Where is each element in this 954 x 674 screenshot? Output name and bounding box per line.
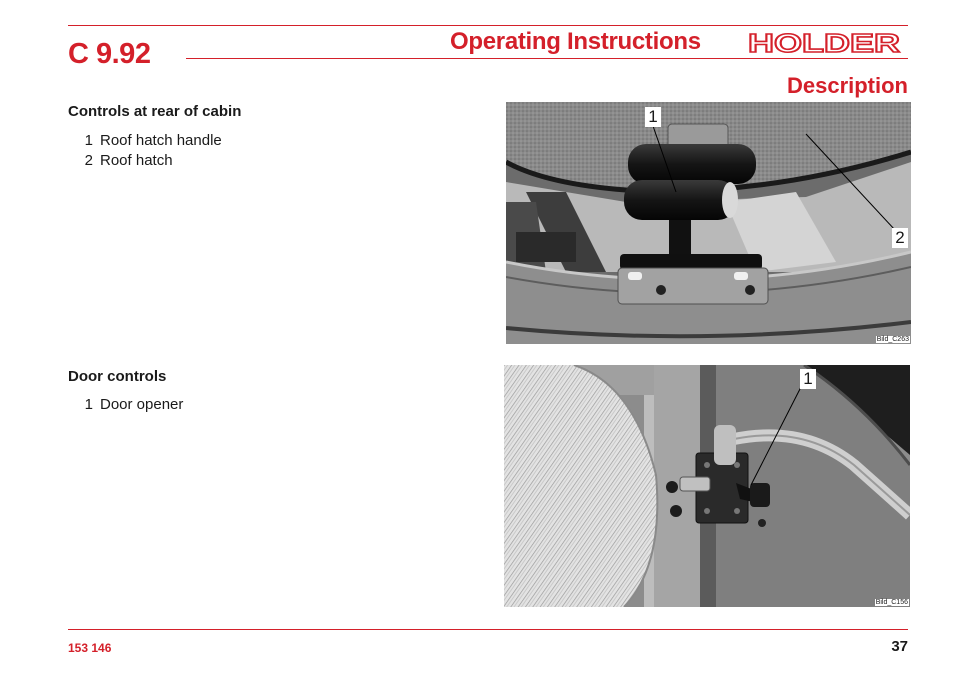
roof-hatch-photo (506, 102, 911, 344)
roof-hatch-illustration (506, 102, 911, 344)
callout-1: 1 (645, 107, 661, 127)
callout-2: 2 (892, 228, 908, 248)
document-title: Operating Instructions (450, 28, 701, 55)
photo-credit: Bild_C263 (876, 336, 909, 343)
header-bottom-rule (186, 58, 908, 59)
page-number: 37 (891, 638, 908, 655)
item-number: 1 (84, 396, 93, 413)
holder-logo (748, 30, 902, 56)
photo-credit: Bild_C156 (875, 599, 908, 606)
callout-1: 1 (800, 369, 816, 389)
section-heading-door-controls: Door controls (68, 368, 167, 385)
rear-cabin-list (68, 132, 222, 169)
item-label: Roof hatch handle (100, 132, 222, 149)
list-item (68, 132, 222, 149)
chapter-code: C 9.92 (68, 38, 151, 70)
item-label: Door opener (100, 396, 184, 413)
footer-rule (68, 629, 908, 630)
item-number: 1 (84, 132, 93, 149)
door-controls-list (68, 396, 183, 413)
door-controls-photo (504, 365, 910, 607)
door-controls-illustration (504, 365, 910, 607)
section-heading-rear-cabin: Controls at rear of cabin (68, 103, 242, 120)
document-number: 153 146 (68, 641, 112, 655)
logo-text: HOLDER (748, 30, 901, 56)
item-number: 2 (84, 152, 93, 169)
section-title: Description (786, 73, 908, 98)
list-item (68, 152, 222, 169)
list-item (68, 396, 183, 413)
header-top-rule (68, 25, 908, 26)
item-label: Roof hatch (100, 152, 173, 169)
